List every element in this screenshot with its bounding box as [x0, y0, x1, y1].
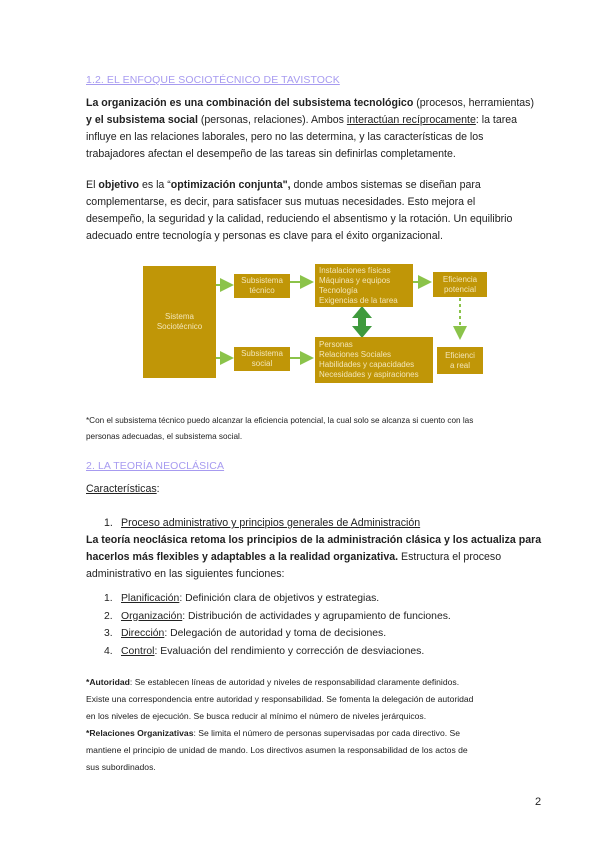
- section-heading-tavistock[interactable]: 1.2. EL ENFOQUE SOCIOTÉCNICO DE TAVISTOCK: [86, 74, 340, 86]
- list-item: 3. Dirección: Delegación de autoridad y toma de decisiones.: [104, 628, 387, 639]
- paragraph-neoclassical: La teoría neoclásica retoma los principios de la administración clásica y los actualiza para hacerlos más flexibles y adaptables a la realidad organizativa. Estructura el proceso administrativo en las siguientes funciones:: [86, 534, 542, 580]
- characteristics-label: Características:: [86, 483, 160, 495]
- paragraph-objective: El objetivo es la “optimización conjunta", donde ambos sistemas se diseñan para complementarse, es decir, para satisfacer sus mutuas necesidades. Esto mejora el desempeño, la seguridad y la calidad, reduciendo el absentismo y la rotación. Un equilibrio adecuado entre tecnología y personas es clave para el éxito organizacional.: [86, 179, 513, 242]
- technical-subsystem-box: Subsistema técnico: [234, 274, 290, 298]
- bold-text: y el subsistema social: [86, 114, 198, 126]
- paragraph-organization: La organización es una combinación del subsistema tecnológico (procesos, herramientas) y el subsistema social (personas, relaciones). Ambos interactúan recíprocamente: la tarea influye en las relaciones laborales, pero no las determina, y las características de los trabajadores afectan el desempeño de las tareas sin definirlas completamente.: [86, 97, 535, 160]
- double-arrow-icon: [352, 306, 372, 338]
- functions-list: [104, 590, 451, 660]
- notes-authority-relations: *Autoridad: Se establecen líneas de autoridad y niveles de responsabilidad claramente definidos. Existe una correspondencia entre autoridad y responsabilidad. Se fomenta la delegación de autoridad en los niveles de ejecución. Se busca reducir al mínimo el número de niveles jerárquicos. *Relaciones Organizativas: Se limita el número de personas supervisadas por cada directivo. Se mantiene el principio de unidad de mando. Los directivos asumen la responsabilidad de los actos de sus subordinados.: [86, 677, 474, 772]
- sociotechnical-system-box: Sistema Sociotécnico: [143, 266, 216, 378]
- potential-efficiency-box: Eficiencia potencial: [433, 272, 487, 297]
- page-number: 2: [535, 796, 542, 808]
- real-efficiency-box: Eficienci a real: [437, 347, 483, 374]
- section-heading-neoclassical[interactable]: 2. LA TEORÍA NEOCLÁSICA: [86, 460, 225, 472]
- diagram-footnote: *Con el subsistema técnico puedo alcanzar la eficiencia potencial, la cual solo se alcanza si cuento con las personas adecuadas, el subsistema social.: [86, 416, 474, 441]
- list-item: 1. Planificación: Definición clara de objetivos y estrategias.: [104, 593, 380, 604]
- list-item-administrative-process: 1. Proceso administrativo y principios generales de Administración: [104, 517, 421, 529]
- technical-items-box: Instalaciones físicas Máquinas y equipos Tecnología Exigencias de la tarea: [315, 264, 413, 307]
- social-subsystem-box: Subsistema social: [234, 347, 290, 371]
- social-items-box: Personas Relaciones Sociales Habilidades y capacidades Necesidades y aspiraciones: [315, 337, 433, 383]
- bold-text: La organización es una combinación del subsistema tecnológico: [86, 97, 414, 109]
- list-item: 2. Organización: Distribución de actividades y agrupamiento de funciones.: [104, 610, 451, 622]
- list-item: 4. Control: Evaluación del rendimiento y corrección de desviaciones.: [104, 645, 425, 657]
